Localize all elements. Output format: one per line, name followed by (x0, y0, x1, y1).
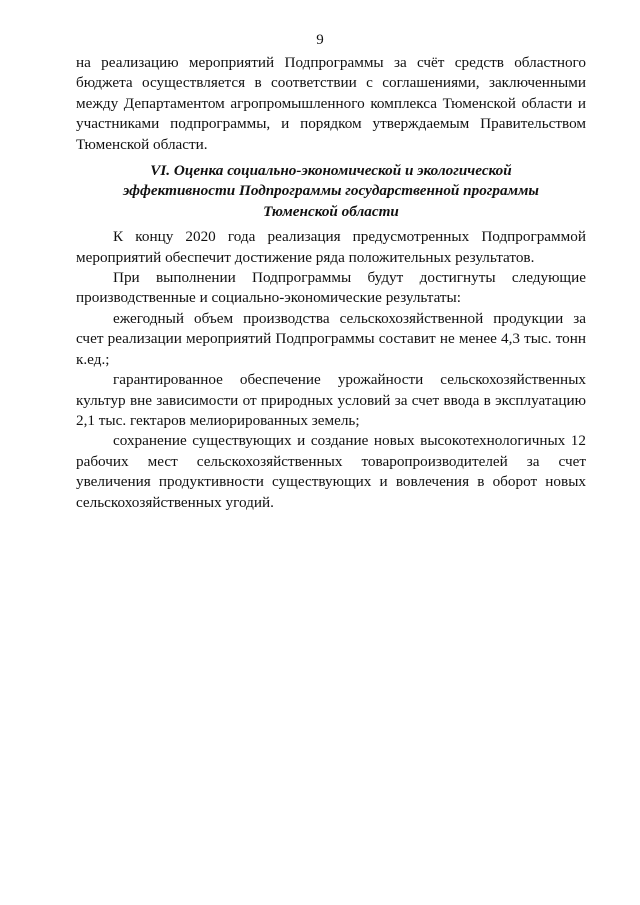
document-body (76, 53, 586, 513)
section-heading-line-2: эффективности Подпрограммы государственной программы (123, 182, 539, 200)
page-number: 9 (316, 32, 324, 48)
paragraph-results-summary: К концу 2020 года реализация предусмотренных Подпрограммой мероприятий обеспечит достижение ряда положительных результатов. (76, 228, 586, 266)
paragraph-results-intro: При выполнении Подпрограммы будут достигнуты следующие производственные и социально-экономические результаты: (76, 269, 586, 307)
section-heading-line-1: VI. Оценка социально-экономической и экологической (150, 162, 512, 180)
paragraph-jobs: сохранение существующих и создание новых высокотехнологичных 12 рабочих мест сельскохозяйственных товаропроизводителей за счет увеличения продуктивности существующих и вовлечения в оборот новых сельскохозяйственных угодий. (76, 432, 586, 511)
paragraph-production-volume: ежегодный объем производства сельскохозяйственной продукции за счет реализации мероприятий Подпрограммы составит не менее 4,3 тыс. тонн к.ед.; (76, 309, 586, 368)
intro-paragraph: на реализацию мероприятий Подпрограммы за счёт средств областного бюджета осуществляется в соответствии с соглашениями, заключенными между Департаментом агропромышленного комплекса Тюменской области и участниками подпрограммы, и порядком утверждаемым Правительством Тюменской области. (76, 54, 586, 153)
section-heading-line-3: Тюменской области (263, 202, 399, 220)
section-heading (76, 161, 586, 222)
paragraph-crop-yield: гарантированное обеспечение урожайности сельскохозяйственных культур вне зависимости от природных условий за счет ввода в эксплуатацию 2,1 тыс. гектаров мелиорированных земель; (76, 371, 586, 429)
